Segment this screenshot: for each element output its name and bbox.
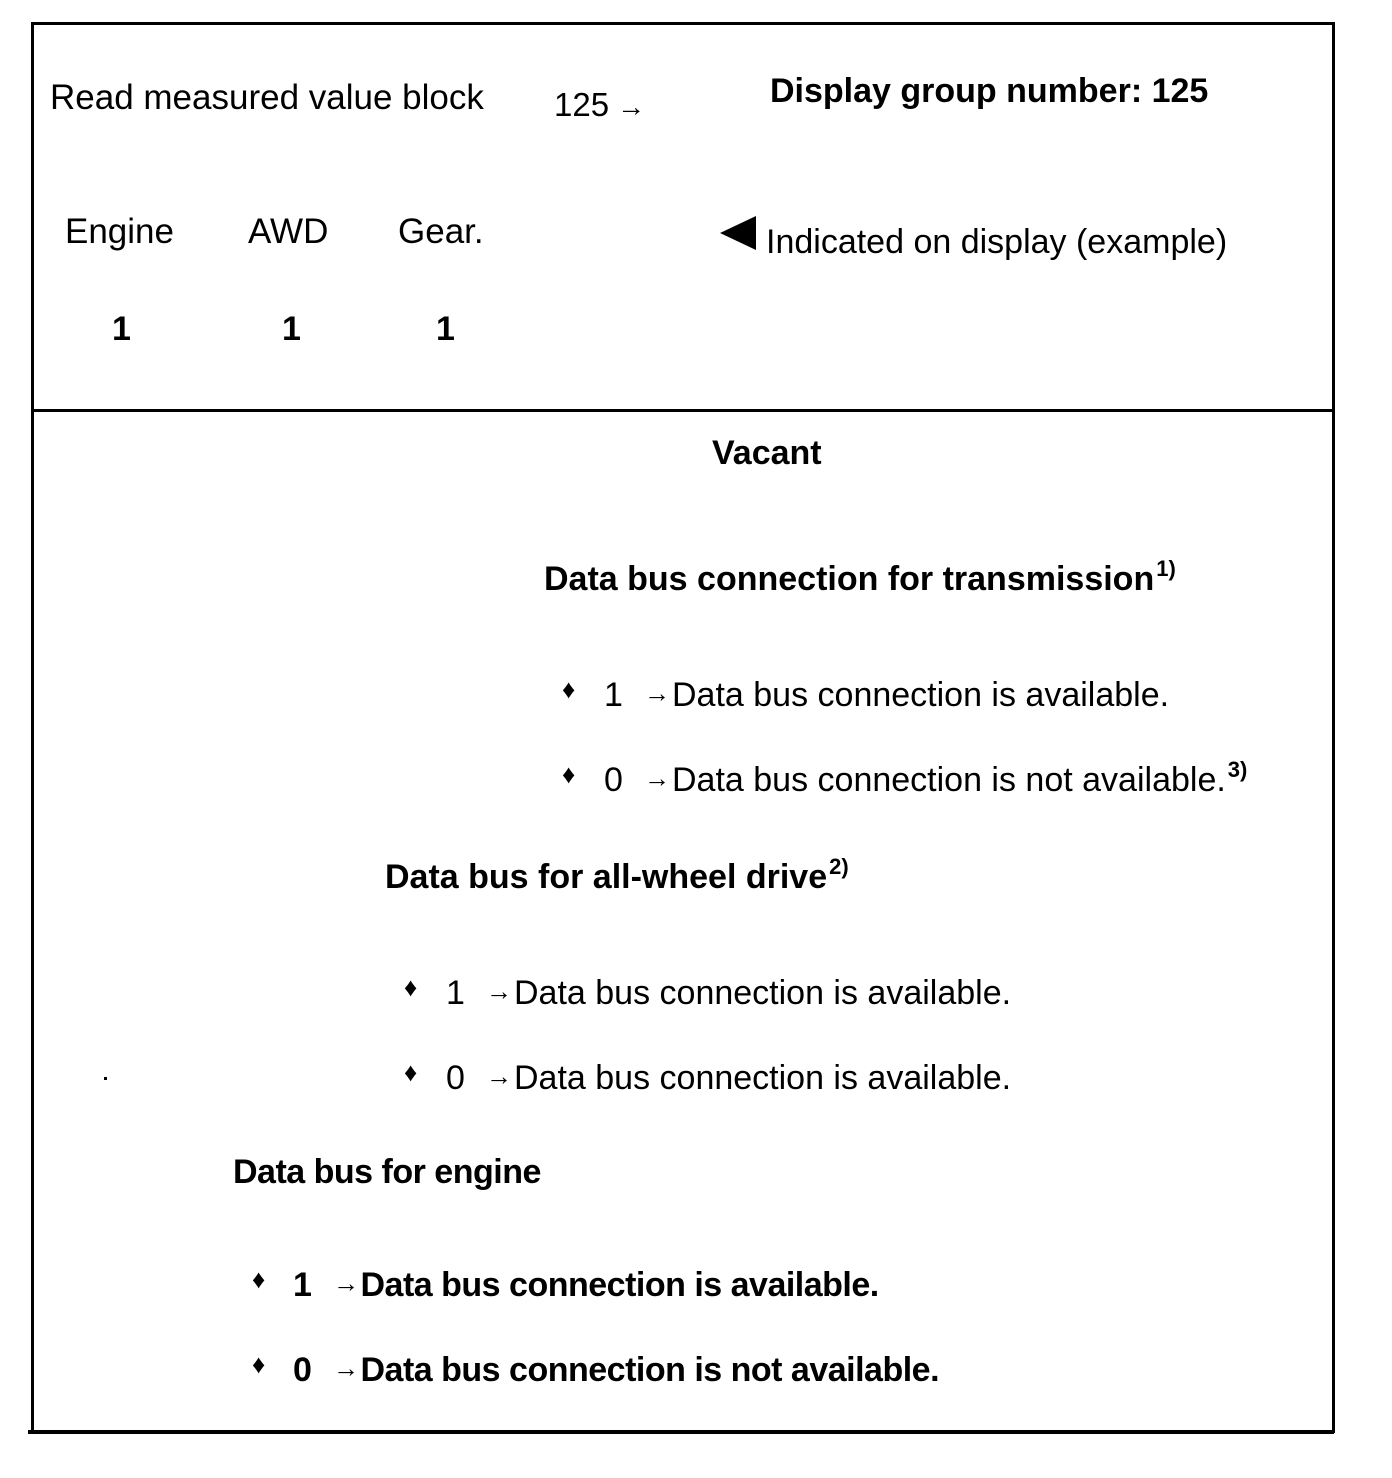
arrow-right-icon: → [486,976,512,1006]
scan-speck [104,1077,107,1080]
item-value: 0 [446,1059,465,1097]
block-number [554,88,645,121]
bullet-diamond-icon: ♦ [252,1264,266,1294]
section-title-transmission [544,556,1176,598]
bullet-diamond-icon: ♦ [404,972,418,1002]
arrow-right-icon: → [644,678,670,708]
list-item [446,1061,1011,1095]
column-value-awd: 1 [282,310,301,348]
footnote-marker: 3) [1227,757,1248,782]
item-text: Data bus connection is not available. [672,761,1226,799]
bottom-border [28,1430,1334,1434]
item-value: 1 [293,1266,312,1304]
arrow-right-icon: → [333,1268,359,1298]
bullet-diamond-icon: ♦ [562,759,576,789]
item-text: Data bus connection is available. [672,676,1170,714]
block-number-value: 125 [554,86,610,123]
item-value: 0 [604,761,623,799]
footnote-marker: 2) [829,854,849,879]
item-value: 0 [293,1351,312,1389]
item-value: 1 [446,974,465,1012]
column-label-engine: Engine [65,212,174,251]
list-item [604,757,1248,799]
read-measured-value-label: Read measured value block [50,78,484,117]
section-title-awd [385,854,849,896]
section-divider [31,409,1332,412]
section-title-text: Data bus for all-wheel drive [385,858,828,896]
vacant-label: Vacant [712,434,822,472]
bullet-diamond-icon: ♦ [404,1057,418,1087]
arrow-right-icon: → [644,763,670,793]
item-value: 1 [604,676,623,714]
item-text: Data bus connection is available. [514,974,1012,1012]
list-item [604,678,1169,712]
list-item [293,1268,879,1302]
section-title-text: Data bus for engine [233,1153,541,1191]
arrow-right-icon: → [333,1353,359,1383]
bullet-diamond-icon: ♦ [562,674,576,704]
section-title-text: Data bus connection for transmission [544,560,1155,598]
item-text: Data bus connection is available. [514,1059,1012,1097]
item-text: Data bus connection is not available. [360,1351,940,1389]
item-text: Data bus connection is available. [360,1266,879,1304]
display-group-title: Display group number: 125 [770,72,1209,110]
footnote-marker: 1) [1156,556,1176,581]
display-hint: Indicated on display (example) [766,223,1228,261]
column-label-awd: AWD [248,212,329,251]
arrow-right-icon: → [486,1061,512,1091]
pointer-triangle-icon [720,216,756,250]
column-value-engine: 1 [112,310,131,348]
column-label-gear: Gear. [398,212,484,251]
list-item [293,1353,939,1387]
bullet-diamond-icon: ♦ [252,1349,266,1379]
column-value-gear: 1 [436,310,455,348]
section-title-engine [233,1155,543,1189]
block-arrow-icon: → [617,91,646,122]
list-item [446,976,1011,1010]
